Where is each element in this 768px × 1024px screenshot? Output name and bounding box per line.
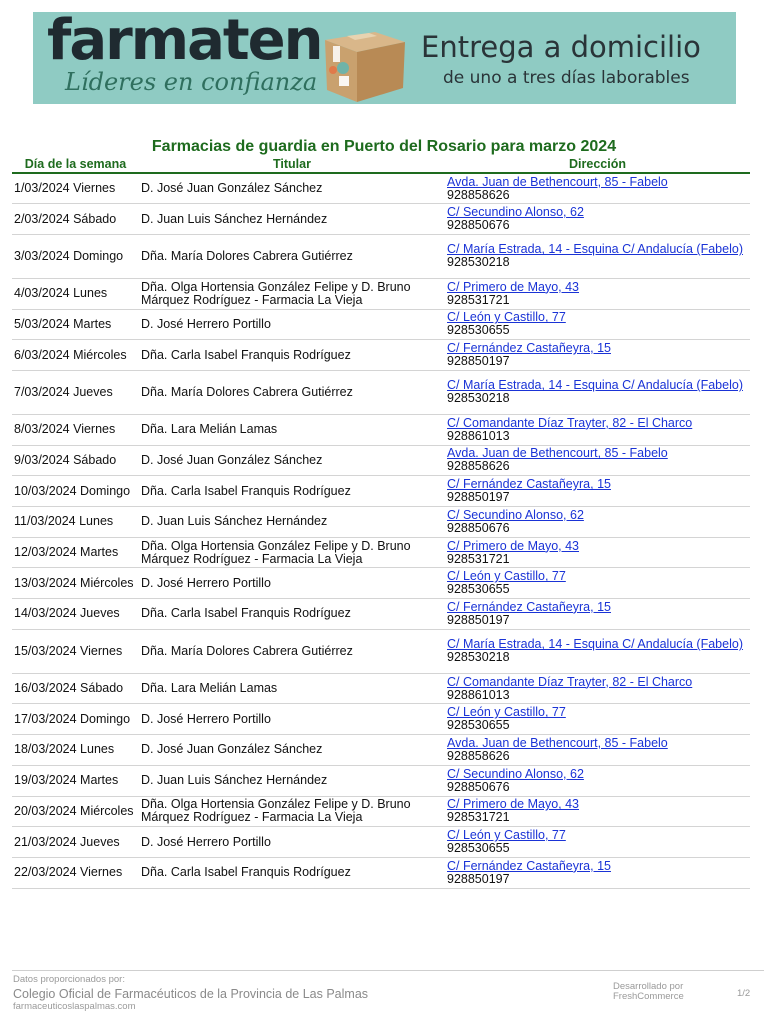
address-link[interactable]: C/ Primero de Mayo, 43 [447, 279, 579, 294]
row-day: 15/03/2024 Viernes [12, 629, 139, 673]
table-row [12, 765, 750, 796]
row-address-cell [445, 735, 750, 766]
row-day: 2/03/2024 Sábado [12, 204, 139, 235]
page-title: Farmacias de guardia en Puerto del Rosario para marzo 2024 [151, 138, 617, 155]
address-link[interactable]: C/ Secundino Alonso, 62 [447, 766, 584, 781]
table-row [12, 857, 750, 888]
row-owner: Dña. Olga Hortensia González Felipe y D. Bruno Márquez Rodríguez - Farmacia La Vieja [139, 278, 445, 309]
phone-number: 928850676 [447, 218, 510, 233]
row-address-cell [445, 704, 750, 735]
phone-number: 928850197 [447, 354, 510, 369]
row-address-cell [445, 204, 750, 235]
row-owner: Dña. Carla Isabel Franquis Rodríguez [139, 599, 445, 630]
package-box-icon [317, 18, 409, 104]
row-owner: D. José Juan González Sánchez [139, 445, 445, 476]
row-owner: Dña. Olga Hortensia González Felipe y D. Bruno Márquez Rodríguez - Farmacia La Vieja [139, 537, 445, 568]
table-row [12, 507, 750, 538]
table-row [12, 796, 750, 827]
row-owner: Dña. Olga Hortensia González Felipe y D. Bruno Márquez Rodríguez - Farmacia La Vieja [139, 796, 445, 827]
delivery-title: Entrega a domicilio [421, 30, 701, 64]
table-row [12, 204, 750, 235]
phone-number: 928858626 [447, 187, 510, 202]
phone-number: 928850676 [447, 520, 510, 535]
row-owner: D. José Herrero Portillo [139, 827, 445, 858]
row-day: 3/03/2024 Domingo [12, 234, 139, 278]
row-address-cell [445, 234, 750, 278]
row-address-cell [445, 629, 750, 673]
table-row [12, 629, 750, 673]
footer-label: Datos proporcionados por: [13, 974, 125, 985]
phone-number: 928861013 [447, 687, 510, 702]
row-day: 4/03/2024 Lunes [12, 278, 139, 309]
row-day: 19/03/2024 Martes [12, 765, 139, 796]
phone-number: 928530218 [447, 391, 510, 406]
address-link[interactable]: C/ Secundino Alonso, 62 [447, 507, 584, 522]
row-address-cell [445, 673, 750, 704]
phone-number: 928850676 [447, 779, 510, 794]
delivery-subtitle: de uno a tres días laborables [443, 68, 690, 88]
footer-college: Colegio Oficial de Farmacéuticos de la Provincia de Las Palmas [13, 987, 369, 1001]
row-day: 11/03/2024 Lunes [12, 507, 139, 538]
row-owner: D. José Herrero Portillo [139, 704, 445, 735]
pharmacy-schedule-table [12, 157, 750, 889]
address-link[interactable]: C/ León y Castillo, 77 [447, 828, 566, 843]
row-day: 1/03/2024 Viernes [12, 173, 139, 204]
address-link[interactable]: C/ León y Castillo, 77 [447, 569, 566, 584]
phone-number: 928530655 [447, 582, 510, 597]
table-row [12, 537, 750, 568]
row-address-cell [445, 568, 750, 599]
address-link[interactable]: C/ Comandante Díaz Trayter, 82 - El Charco [447, 674, 693, 689]
address-link[interactable]: C/ María Estrada, 14 - Esquina C/ Andalucía (Fabelo) [447, 242, 743, 257]
phone-number: 928850197 [447, 490, 510, 505]
table-row [12, 827, 750, 858]
phone-number: 928531721 [447, 292, 510, 307]
row-owner: D. Juan Luis Sánchez Hernández [139, 507, 445, 538]
table-row [12, 234, 750, 278]
address-link[interactable]: C/ Fernández Castañeyra, 15 [447, 477, 611, 492]
row-address-cell [445, 857, 750, 888]
table-row [12, 278, 750, 309]
row-owner: Dña. María Dolores Cabrera Gutiérrez [139, 370, 445, 414]
row-owner: D. José Herrero Portillo [139, 309, 445, 340]
row-address-cell [445, 414, 750, 445]
table-row [12, 704, 750, 735]
row-owner: D. Juan Luis Sánchez Hernández [139, 204, 445, 235]
row-address-cell [445, 827, 750, 858]
footer-dev-line1: Desarrollado por [613, 981, 684, 992]
address-link[interactable]: C/ León y Castillo, 77 [447, 310, 566, 325]
row-address-cell [445, 476, 750, 507]
header-owner: Titular [139, 157, 445, 173]
row-owner: Dña. Carla Isabel Franquis Rodríguez [139, 476, 445, 507]
table-row [12, 476, 750, 507]
row-owner: D. José Juan González Sánchez [139, 173, 445, 204]
row-owner: D. José Juan González Sánchez [139, 735, 445, 766]
header-address: Dirección [445, 157, 750, 173]
phone-number: 928530218 [447, 650, 510, 665]
table-row [12, 340, 750, 371]
row-address-cell [445, 507, 750, 538]
table-row [12, 414, 750, 445]
row-day: 7/03/2024 Jueves [12, 370, 139, 414]
address-link[interactable]: C/ Secundino Alonso, 62 [447, 205, 584, 220]
header-day: Día de la semana [12, 157, 139, 173]
row-day: 8/03/2024 Viernes [12, 414, 139, 445]
table-row [12, 568, 750, 599]
row-owner: Dña. Carla Isabel Franquis Rodríguez [139, 857, 445, 888]
row-owner: Dña. María Dolores Cabrera Gutiérrez [139, 629, 445, 673]
address-link[interactable]: C/ Fernández Castañeyra, 15 [447, 858, 611, 873]
row-address-cell [445, 340, 750, 371]
phone-number: 928530655 [447, 323, 510, 338]
row-day: 14/03/2024 Jueves [12, 599, 139, 630]
table-row [12, 445, 750, 476]
row-owner: D. Juan Luis Sánchez Hernández [139, 765, 445, 796]
table-row [12, 309, 750, 340]
row-day: 6/03/2024 Miércoles [12, 340, 139, 371]
phone-number: 928530655 [447, 841, 510, 856]
row-day: 18/03/2024 Lunes [12, 735, 139, 766]
row-address-cell [445, 796, 750, 827]
phone-number: 928858626 [447, 748, 510, 763]
row-day: 21/03/2024 Jueves [12, 827, 139, 858]
row-day: 10/03/2024 Domingo [12, 476, 139, 507]
row-address-cell [445, 765, 750, 796]
phone-number: 928530218 [447, 255, 510, 270]
phone-number: 928531721 [447, 551, 510, 566]
brand-tagline: Líderes en confianza [65, 68, 318, 96]
row-owner: Dña. Carla Isabel Franquis Rodríguez [139, 340, 445, 371]
footer-url[interactable]: farmaceuticoslaspalmas.com [13, 1001, 136, 1012]
farmaten-banner [33, 12, 736, 104]
phone-number: 928850197 [447, 871, 510, 886]
footer-dev-line2: FreshCommerce [613, 991, 684, 1002]
address-link[interactable]: C/ Fernández Castañeyra, 15 [447, 341, 611, 356]
row-address-cell [445, 370, 750, 414]
address-link[interactable]: C/ María Estrada, 14 - Esquina C/ Andalucía (Fabelo) [447, 378, 743, 393]
row-address-cell [445, 599, 750, 630]
row-day: 5/03/2024 Martes [12, 309, 139, 340]
address-link[interactable]: C/ Comandante Díaz Trayter, 82 - El Charco [447, 415, 693, 430]
row-day: 13/03/2024 Miércoles [12, 568, 139, 599]
row-address-cell [445, 537, 750, 568]
row-address-cell [445, 278, 750, 309]
table-row [12, 370, 750, 414]
phone-number: 928861013 [447, 428, 510, 443]
row-address-cell [445, 173, 750, 204]
row-day: 20/03/2024 Miércoles [12, 796, 139, 827]
row-day: 9/03/2024 Sábado [12, 445, 139, 476]
address-link[interactable]: Avda. Juan de Bethencourt, 85 - Fabelo [447, 446, 668, 461]
phone-number: 928530655 [447, 718, 510, 733]
footer-developer [613, 982, 684, 1002]
footer-divider [12, 970, 764, 971]
row-address-cell [445, 309, 750, 340]
address-link[interactable]: C/ María Estrada, 14 - Esquina C/ Andalucía (Fabelo) [447, 637, 743, 652]
address-link[interactable]: Avda. Juan de Bethencourt, 85 - Fabelo [447, 735, 668, 750]
row-day: 12/03/2024 Martes [12, 537, 139, 568]
table-row [12, 735, 750, 766]
phone-number: 928850197 [447, 612, 510, 627]
row-owner: Dña. Lara Melián Lamas [139, 673, 445, 704]
address-link[interactable]: Avda. Juan de Bethencourt, 85 - Fabelo [447, 174, 668, 189]
table-row [12, 673, 750, 704]
phone-number: 928531721 [447, 810, 510, 825]
table-row [12, 173, 750, 204]
row-day: 16/03/2024 Sábado [12, 673, 139, 704]
row-owner: Dña. Lara Melián Lamas [139, 414, 445, 445]
row-owner: D. José Herrero Portillo [139, 568, 445, 599]
brand-logo: farmaten [47, 12, 322, 73]
address-link[interactable]: C/ Primero de Mayo, 43 [447, 797, 579, 812]
address-link[interactable]: C/ León y Castillo, 77 [447, 705, 566, 720]
address-link[interactable]: C/ Primero de Mayo, 43 [447, 538, 579, 553]
row-owner: Dña. María Dolores Cabrera Gutiérrez [139, 234, 445, 278]
table-header-row [12, 157, 750, 173]
row-day: 22/03/2024 Viernes [12, 857, 139, 888]
phone-number: 928858626 [447, 459, 510, 474]
row-address-cell [445, 445, 750, 476]
address-link[interactable]: C/ Fernández Castañeyra, 15 [447, 599, 611, 614]
row-day: 17/03/2024 Domingo [12, 704, 139, 735]
table-row [12, 599, 750, 630]
page-number: 1/2 [737, 988, 751, 999]
